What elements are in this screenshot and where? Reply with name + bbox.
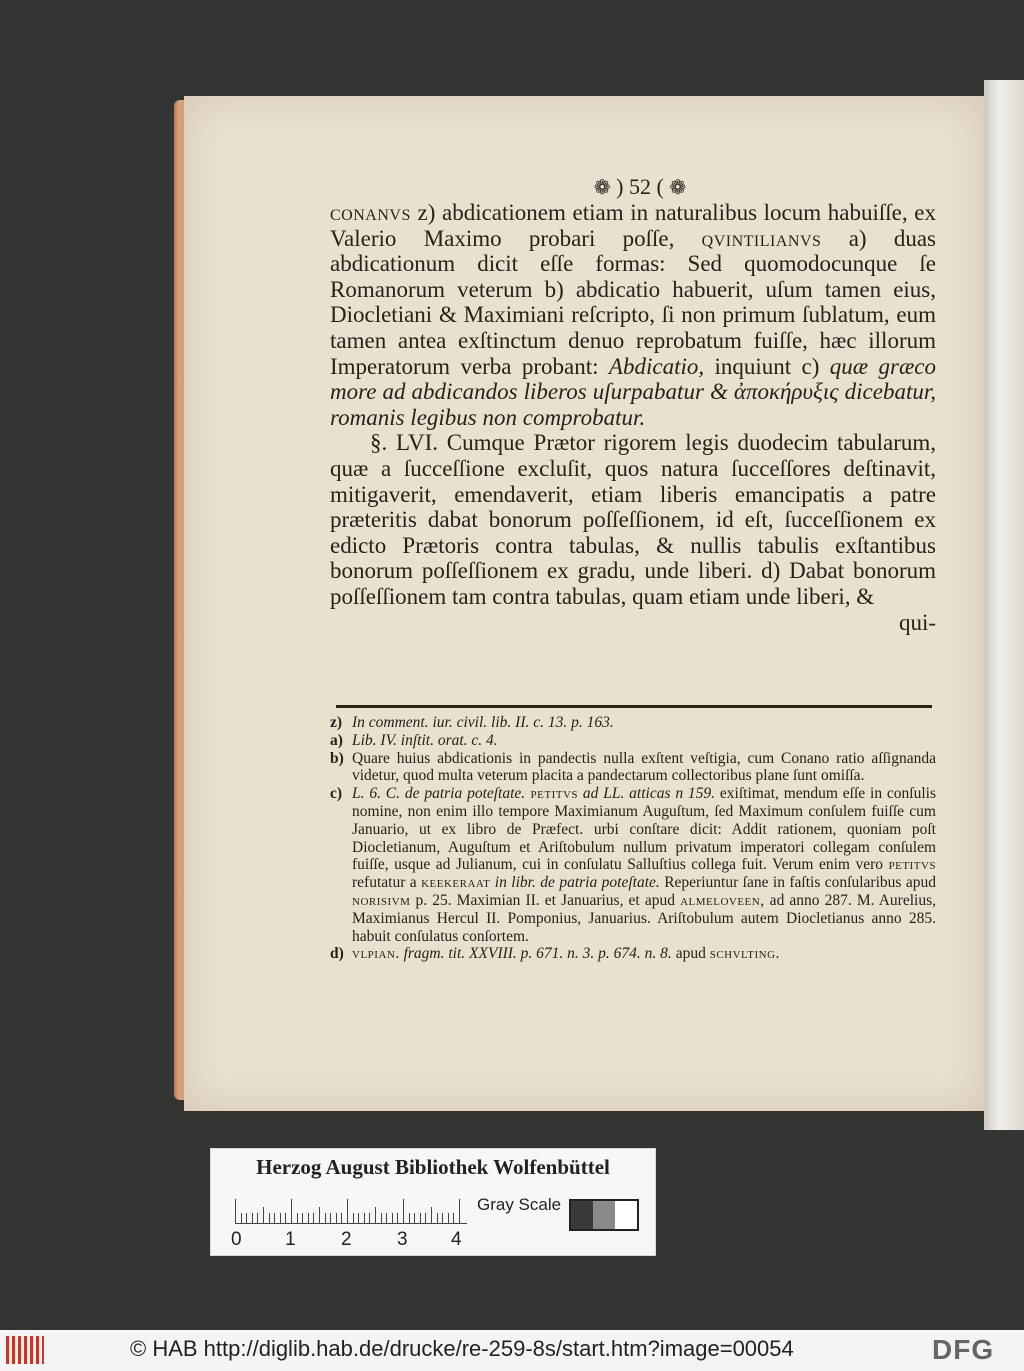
library-label-card: [210, 1148, 656, 1256]
ruler-tick: [437, 1213, 438, 1223]
footnote-body: [352, 732, 936, 750]
ruler-tick: [369, 1213, 370, 1223]
ruler-tick: [425, 1213, 426, 1223]
viewer-footer: [0, 1330, 1024, 1371]
text-run: Abdicatio,: [608, 353, 705, 379]
ruler-tick: [392, 1213, 393, 1223]
ruler-tick: [241, 1213, 242, 1223]
ruler-number: 1: [285, 1229, 296, 1250]
text-run: ad anno 287. M. Aurelius, Maximianus Hercul II. Pomponius, Januarius. Ariſtobulum autem Diocletianus anno 285. habuit conſulatus conſortem.: [352, 891, 936, 945]
footnotes: [330, 714, 936, 963]
text-run: a) duas abdicationum dicit eſſe formas: Sed quomodocunque ſe Romanorum veterum b) abdicatio habuerit, uſum tamen eius, Diocletiani & Maximiani reſcripto, ſi non primum ſublatum, eum tamen antea exſtinctum denuo reprobatum fuiſſe, hæc illorum Imperatorum verba probant:: [330, 225, 936, 379]
ruler-tick: [448, 1213, 449, 1223]
library-title: Herzog August Bibliothek Wolfenbüttel: [256, 1155, 610, 1179]
text-run: z) abdicationem etiam in naturalibus locum habuiſſe, ex Valerio Maximo probari poſſe,: [330, 200, 936, 251]
footnote: [330, 945, 936, 963]
footnote-body: [352, 714, 936, 732]
text-run: qvintilianvs: [701, 225, 822, 251]
ruler-number: 2: [341, 1229, 352, 1250]
footnote-label: z): [330, 714, 343, 731]
ruler-tick: [302, 1213, 303, 1223]
text-run: schvlting.: [709, 945, 780, 963]
ruler-tick: [235, 1199, 236, 1223]
ruler-number: 4: [451, 1229, 462, 1250]
ruler-tick: [353, 1213, 354, 1223]
ruler-tick: [319, 1207, 320, 1223]
ruler-tick: [269, 1213, 270, 1223]
text-run: apud: [671, 945, 710, 963]
footnote: [330, 750, 936, 786]
text-run: almeloveen,: [680, 891, 765, 909]
page-number: ) 52 (: [616, 174, 664, 199]
ruler-tick: [409, 1213, 410, 1223]
ruler-tick: [347, 1199, 348, 1223]
footnote-label: a): [330, 731, 343, 749]
footnote-body: [352, 750, 936, 786]
text-run: keekeraat: [421, 874, 491, 892]
ruler-tick: [313, 1213, 314, 1223]
ruler-tick: [341, 1213, 342, 1223]
gray-scale-swatch: [569, 1199, 639, 1231]
ruler-tick: [297, 1213, 298, 1223]
swatch-dark: [571, 1201, 593, 1229]
ruler-tick: [397, 1213, 398, 1223]
text-run: petitvs: [888, 856, 936, 874]
ruler-tick: [386, 1213, 387, 1223]
text-run: norisivm: [352, 891, 411, 909]
footnote: [330, 732, 936, 750]
text-run: fragm. tit. XXVIII. p. 671. n. 3. p. 674. n. 8.: [399, 945, 672, 963]
footnote: [330, 785, 936, 945]
ruler-tick: [414, 1213, 415, 1223]
text-run: petitvs: [525, 785, 579, 803]
text-run: quæ græco more ad abdicandos liberos uſurpabatur & ἀποκήρυξις dicebatur, romanis legibus non comprobatur.: [330, 353, 936, 430]
scale-ruler: [235, 1197, 467, 1224]
gray-scale-label: Gray Scale: [477, 1195, 562, 1214]
ruler-tick: [308, 1213, 309, 1223]
text-run: Reperiuntur ſane in faſtis conſularibus apud: [659, 874, 936, 892]
ruler-tick: [375, 1207, 376, 1223]
ruler-number: 0: [231, 1229, 242, 1250]
text-run: conanvs: [330, 200, 411, 225]
ruler-tick: [336, 1213, 337, 1223]
ruler-tick: [364, 1213, 365, 1223]
text-run: in libr. de patria poteſtate.: [490, 874, 660, 892]
ruler-tick: [453, 1213, 454, 1223]
text-run: ad LL. atticas n 159.: [578, 785, 716, 803]
footnote: [330, 714, 936, 732]
footnote-rule: [336, 705, 932, 708]
text-run: p. 25. Maximian II. et Januarius, et apud: [410, 891, 681, 909]
catchword: qui-: [898, 609, 936, 635]
footnote-label: d): [330, 945, 344, 963]
text-run: Lib. IV. inſtit. orat. c. 4.: [352, 731, 498, 749]
paragraph-1: [330, 200, 936, 430]
ruler-tick: [257, 1213, 258, 1223]
text-run: inquiunt c): [704, 353, 830, 379]
ruler-tick: [325, 1213, 326, 1223]
ruler-tick: [403, 1199, 404, 1223]
footnote-label: b): [330, 749, 344, 767]
ruler-tick: [263, 1207, 264, 1223]
main-text: [330, 200, 936, 635]
footnote-body: [352, 945, 936, 963]
hab-barcode-icon: [6, 1336, 44, 1364]
ruler-tick: [280, 1213, 281, 1223]
text-run: exiſtimat, mendum eſſe in conſulis nomine, non enim illo tempore Maximianum Auguſtum, ſed Maximum conſulem fuiſſe cum Januario, ut ex libro de Præfect. urbi conſtare dicit: Addit rationem, quoniam poſt Diocletianum, Auguſtum et Ariſtobulum nullum privatum imperatori collegam conſulem fuiſſe, usque ad Julianum, cui in conſulatu Salluſtius collega fuit. Verum enim vero: [352, 785, 936, 874]
source-url-link[interactable]: © HAB http://diglib.hab.de/drucke/re-259-8s/start.htm?image=00054: [130, 1336, 794, 1361]
ruler-tick: [358, 1213, 359, 1223]
swatch-mid: [593, 1201, 615, 1229]
ornament-right-icon: ❁: [669, 177, 687, 199]
text-run: In comment. iur. civil. lib. II. c. 13. p. 163.: [352, 714, 614, 731]
ruler-tick: [285, 1213, 286, 1223]
text-run: Quare huius abdicationis in pandectis nulla exſtent veſtigia, cum Conano ratio aſſignanda videtur, quod multa veterum placita a pandectarum collectoribus plane ſunt omiſſa.: [352, 749, 936, 785]
ornament-left-icon: ❁: [593, 177, 611, 199]
ruler-tick: [431, 1207, 432, 1223]
text-run: refutatur a: [352, 874, 422, 892]
footnote-label: c): [330, 785, 343, 803]
ruler-tick: [291, 1199, 292, 1223]
paragraph-2: §. LVI. Cumque Prætor rigorem legis duodecim tabularum, quæ a ſucceſſione excluſit, quos natura ſucceſſores deſtinavit, mitigaverit, emendaverit, etiam liberis emancipatis a patre præteritis dabat bonorum poſſeſſionem, id eſt, ſucceſſionem ex edicto Prætoris contra tabulas, & nullis tabulis exſtantibus bonorum poſſeſſionem ex gradu, unde liberi. d) Dabat bonorum poſſeſſionem tam contra tabulas, quam etiam unde liberi, &: [330, 430, 936, 609]
text-run: vlpian.: [352, 945, 400, 963]
ruler-tick: [420, 1213, 421, 1223]
swatch-light: [615, 1201, 637, 1229]
text-run: L. 6. C. de patria poteſtate.: [352, 785, 526, 803]
dfg-logo: DFG: [932, 1334, 995, 1365]
ruler-tick: [381, 1213, 382, 1223]
page-header: [560, 174, 720, 200]
ruler-tick: [459, 1199, 460, 1223]
ruler-tick: [252, 1213, 253, 1223]
ruler-tick: [330, 1213, 331, 1223]
facing-page-edge: [984, 80, 1024, 1130]
ruler-number: 3: [397, 1229, 408, 1250]
footnote-body: [352, 785, 936, 945]
ruler-tick: [442, 1213, 443, 1223]
ruler-tick: [246, 1213, 247, 1223]
ruler-tick: [274, 1213, 275, 1223]
